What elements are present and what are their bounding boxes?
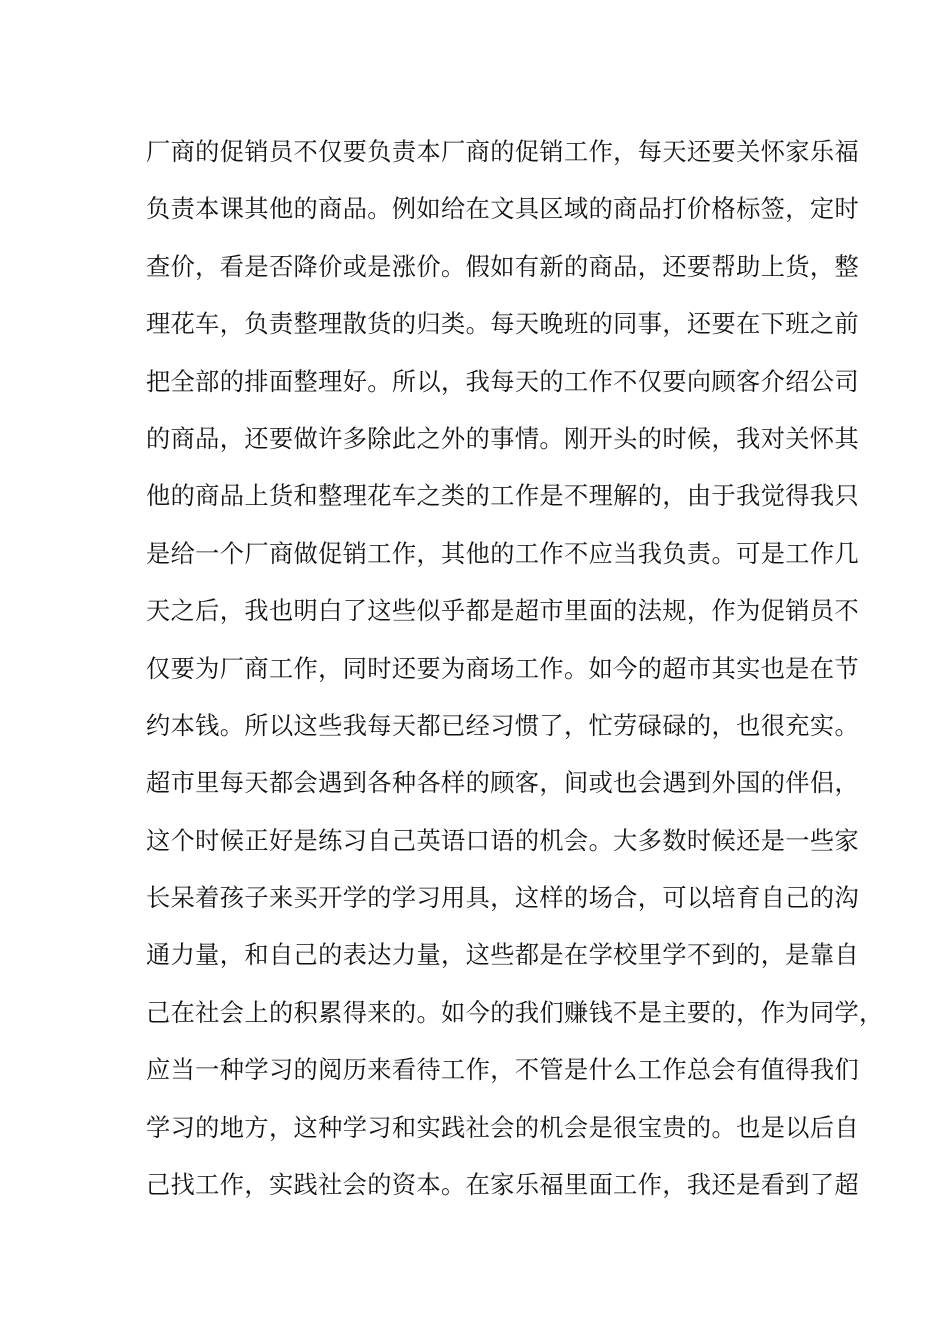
text-line: 查价，看是否降价或是涨价。假如有新的商品，还要帮助上货，整 (146, 252, 860, 281)
text-line: 通力量，和自己的表达力量，这些都是在学校里学不到的，是靠自 (146, 941, 860, 970)
text-line: 己找工作，实践社会的资本。在家乐福里面工作，我还是看到了超 (146, 1171, 860, 1200)
text-line: 长呆着孩子来买开学的学习用具，这样的场合，可以培育自己的沟 (146, 884, 860, 913)
text-line: 应当一种学习的阅历来看待工作，不管是什么工作总会有值得我们 (146, 1056, 860, 1085)
text-line: 超市里每天都会遇到各种各样的顾客，间或也会遇到外国的伴侣， (146, 769, 860, 798)
text-line: 把全部的排面整理好。所以，我每天的工作不仅要向顾客介绍公司 (146, 367, 860, 396)
text-line: 的商品，还要做许多除此之外的事情。刚开头的时候，我对关怀其 (146, 424, 860, 453)
text-line: 他的商品上货和整理花车之类的工作是不理解的，由于我觉得我只 (146, 482, 860, 511)
text-line: 理花车，负责整理散货的归类。每天晚班的同事，还要在下班之前 (146, 310, 860, 339)
text-line: 仅要为厂商工作，同时还要为商场工作。如今的超市其实也是在节 (146, 654, 860, 683)
text-line: 天之后，我也明白了这些似乎都是超市里面的法规，作为促销员不 (146, 597, 860, 626)
text-line: 约本钱。所以这些我每天都已经习惯了，忙劳碌碌的，也很充实。 (146, 711, 860, 740)
body-text (146, 130, 884, 1220)
text-line: 负责本课其他的商品。例如给在文具区域的商品打价格标签，定时 (146, 195, 860, 224)
text-line: 学习的地方，这种学习和实践社会的机会是很宝贵的。也是以后自 (146, 1113, 860, 1142)
text-line: 厂商的促销员不仅要负责本厂商的促销工作，每天还要关怀家乐福 (146, 138, 860, 166)
text-line: 是给一个厂商做促销工作，其他的工作不应当我负责。可是工作几 (146, 539, 860, 568)
text-line: 这个时候正好是练习自己英语口语的机会。大多数时候还是一些家 (146, 826, 860, 855)
text-line: 己在社会上的积累得来的。如今的我们赚钱不是主要的，作为同学， (146, 998, 884, 1027)
